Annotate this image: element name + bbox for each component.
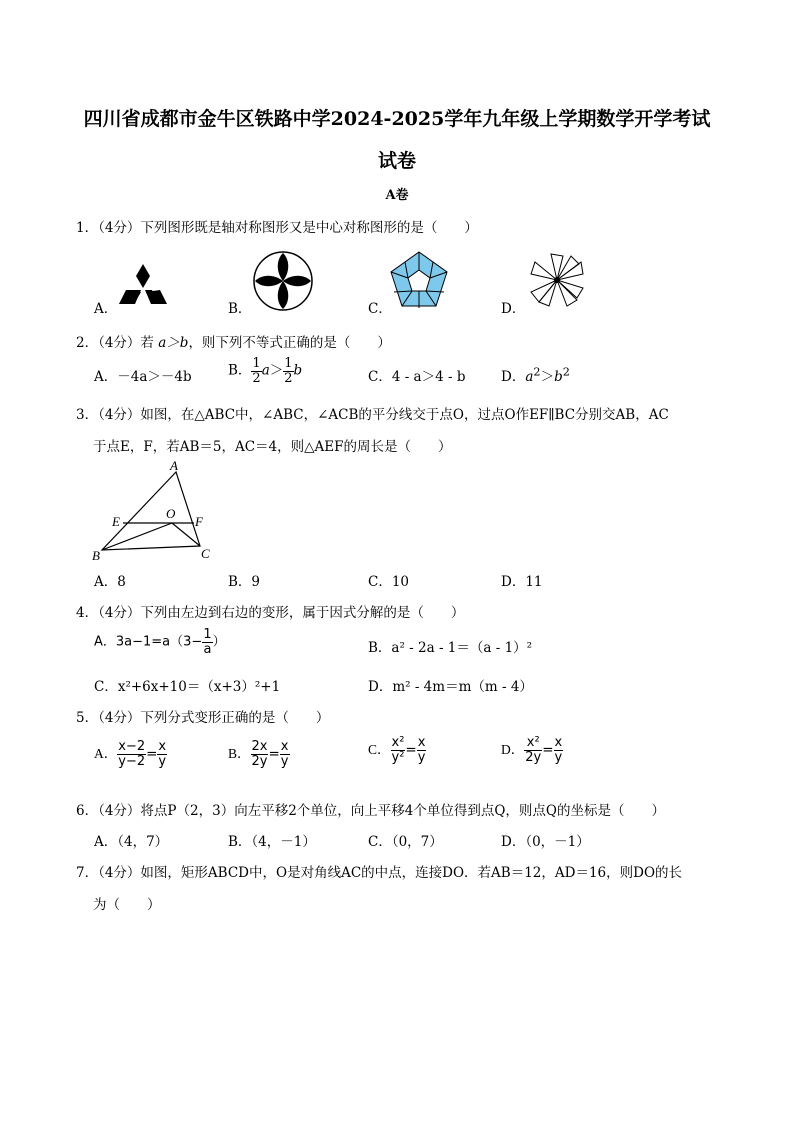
q2-option-b: B． $\frac{1}{2}$ a＞ $\frac{1}{2}$ b: [228, 356, 303, 386]
question-3-line2: 于点E，F，若AB＝5，AC＝4，则△AEF的周长是（ ）: [93, 439, 452, 455]
vertex-b-label: B: [92, 548, 100, 563]
q1-option-a-label: A．: [94, 301, 118, 317]
q5-option-d: D． $\frac{\text{x²}}{2y}$ = $\frac{x}{y}$: [501, 735, 563, 765]
question-6-stem: 6．（4分）将点P（2，3）向左平移2个单位，向上平移4个单位得到点Q，则点Q的坐标是（ ）: [76, 803, 666, 819]
q2-option-c: C．4 - a＞4 - b: [368, 369, 466, 385]
q6-option-a: A．（4，7）: [94, 834, 169, 850]
q5-option-a: A． $\frac{x-2}{y-2}$ = $\frac{x}{y}$: [94, 739, 167, 769]
q5-option-c-label: C．: [368, 742, 391, 758]
q5-option-b-label: B．: [228, 746, 251, 762]
q4-option-c: C．x²+6x+10＝（x+3）²+1: [94, 679, 281, 695]
q2-suffix: ，则下列不等式正确的是（ ）: [188, 335, 391, 351]
q5-option-b: B． $\frac{2x}{2y}$ = $\frac{x}{y}$: [228, 739, 289, 769]
question-3-line1: 3．（4分）如图，在△ABC中，∠ABC，∠ACB的平分线交于点O，过点O作EF∥BC分别交AB，AC: [76, 407, 669, 423]
q3-option-a: A．8: [94, 574, 126, 590]
point-f-label: F: [195, 514, 203, 529]
question-1-stem: 1．（4分）下列图形既是轴对称图形又是中心对称图形的是（ ）: [76, 220, 478, 236]
q6-option-c: C．（0，7）: [368, 834, 443, 850]
question-2-stem: [76, 331, 391, 351]
q1-figure-b-icon: [252, 250, 314, 312]
q6-option-d: D．（0，－1）: [501, 834, 590, 850]
page-title: 四川省成都市金牛区铁路中学2024-2025学年九年级上学期数学开学考试: [83, 108, 711, 130]
q6-option-b: B．（4，－1）: [228, 834, 316, 850]
q1-option-c-label: C．: [368, 301, 392, 317]
q3-option-c: C．10: [368, 574, 410, 590]
page-title-cont: 试卷: [377, 150, 416, 172]
q1-option-b-label: B．: [228, 301, 252, 317]
question-4-stem: 4．（4分）下列由左边到右边的变形，属于因式分解的是（ ）: [76, 605, 465, 621]
q2-option-b-label: B．: [228, 362, 252, 379]
q3-option-d: D．11: [501, 574, 543, 590]
question-5-stem: 5．（4分）下列分式变形正确的是（ ）: [76, 710, 330, 726]
section-heading: A卷: [385, 188, 409, 203]
q1-figure-a-icon: [117, 262, 169, 308]
q2-option-d: D．$a^2>b^2$: [501, 365, 570, 385]
q1-figure-c-icon: [388, 250, 450, 310]
q4-option-a: [94, 628, 226, 656]
q3-triangle-figure: [88, 456, 218, 564]
question-7-line1: 7．（4分）如图，矩形ABCD中，O是对角线AC的中点，连接DO．若AB＝12，AD＝16，则DO的长: [76, 865, 683, 881]
q5-option-a-label: A．: [94, 746, 118, 762]
q4-option-d: D．m² - 4m＝m（m - 4）: [368, 679, 533, 695]
fraction: $\frac{1}{2}$: [252, 356, 261, 386]
q4-option-a-text: A．3a−1=a（3−: [94, 634, 203, 650]
q1-figure-d-icon: [527, 252, 587, 308]
q5-option-d-label: D．: [501, 742, 525, 758]
q2-option-d-label: D．: [501, 369, 526, 385]
q4-option-a-close: ）: [212, 634, 226, 650]
q1-option-d-label: D．: [501, 301, 526, 317]
fraction: $\frac{1}{a}$: [203, 627, 212, 657]
question-7-line2: 为（ ）: [93, 897, 161, 913]
q3-option-b: B．9: [228, 574, 261, 590]
q2-prefix: 2．（4分）若: [76, 335, 159, 351]
point-e-label: E: [112, 514, 120, 529]
vertex-c-label: C: [201, 546, 210, 561]
point-o-label: O: [166, 506, 176, 521]
vertex-a-label: A: [170, 458, 178, 473]
q4-option-b: B．a² - 2a - 1＝（a - 1）²: [368, 640, 533, 656]
q2-option-a: A．－4a＞－4b: [94, 369, 192, 385]
fraction: $\frac{1}{2}$: [284, 356, 293, 386]
q5-option-c: C． $\frac{\text{x²}}{\text{y²}}$ = $\frac{x}{y}$: [368, 735, 426, 765]
q2-condition: a＞b: [158, 335, 189, 351]
